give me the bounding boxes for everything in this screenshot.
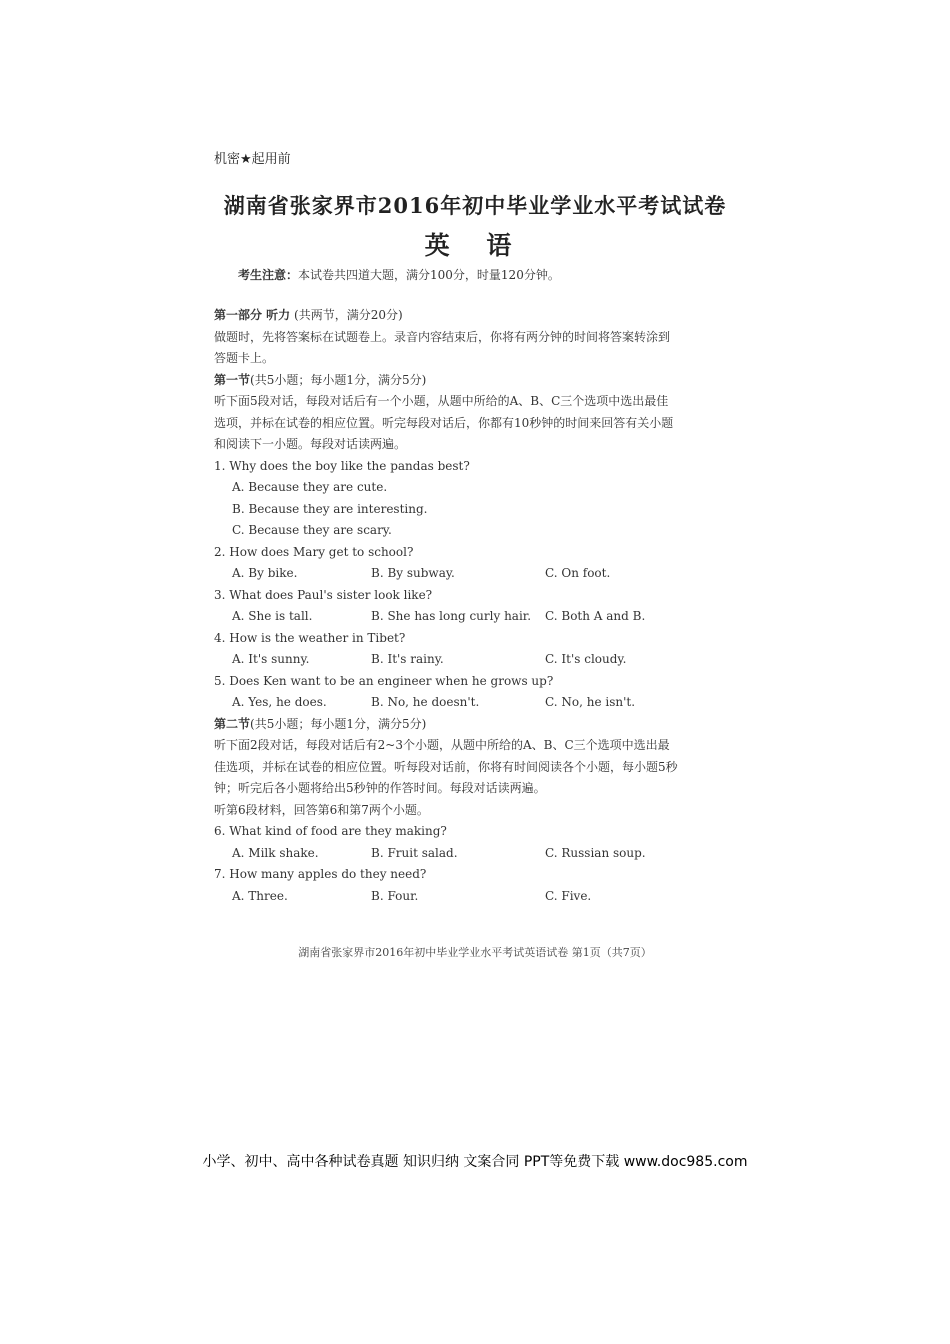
section2-material: 听第6段材料，回答第6和第7两个小题。 — [214, 802, 429, 817]
section2-intro-line: 佳选项，并标在试卷的相应位置。听每段对话前，你将有时间阅读各个小题，每小题5秒 — [214, 759, 678, 774]
option-3c: C. Both A and B. — [545, 609, 646, 623]
watermark-banner: 小学、初中、高中各种试卷真题 知识归纳 文案合同 PPT等免费下载 www.doc985.com — [202, 1154, 748, 1170]
option-1b: B. Because they are interesting. — [232, 501, 428, 516]
question-3: 3. What does Paul's sister look like? — [214, 587, 433, 602]
option-5c: C. No, he isn't. — [545, 695, 636, 709]
notice-text: 本试卷共四道大题，满分100分，时量120分钟。 — [298, 268, 560, 282]
section1-intro-line: 和阅读下一小题。每段对话读两遍。 — [214, 437, 407, 451]
question-1: 1. Why does the boy like the pandas best? — [214, 458, 470, 473]
section2-heading: 第二节(共5小题；每小题1分，满分5分) — [214, 716, 427, 731]
section2-intro-line: 钟；听完后各小题将给出5秒钟的作答时间。每段对话读两遍。 — [214, 781, 546, 795]
part1-intro-line: 答题卡上。 — [214, 351, 275, 365]
option-4b: B. It's rainy. — [371, 652, 444, 666]
options-4 — [214, 649, 734, 671]
options-5 — [214, 692, 734, 714]
exam-content — [214, 305, 734, 907]
options-3 — [214, 606, 734, 628]
exam-notice — [238, 266, 560, 283]
options-7 — [214, 886, 734, 908]
section1-intro-line: 听下面5段对话，每段对话后有一个小题，从题中所给的A、B、C三个选项中选出最佳 — [214, 394, 669, 408]
option-3a: A. She is tall. — [232, 609, 313, 623]
option-6a: A. Milk shake. — [232, 845, 319, 860]
question-2: 2. How does Mary get to school? — [214, 544, 414, 559]
option-6c: C. Russian soup. — [545, 845, 646, 860]
option-5b: B. No, he doesn't. — [371, 695, 480, 709]
options-2 — [214, 563, 734, 585]
subject-title: 英 语 — [424, 231, 526, 260]
option-2c: C. On foot. — [545, 566, 611, 580]
option-7a: A. Three. — [232, 888, 288, 903]
option-6b: B. Fruit salad. — [371, 845, 458, 860]
section2-intro-line: 听下面2段对话，每段对话后有2~3个小题，从题中所给的A、B、C三个选项中选出最 — [214, 738, 670, 752]
exam-title: 湖南省张家界市2016年初中毕业学业水平考试试卷 — [223, 193, 727, 218]
section1-intro-line: 选项，并标在试卷的相应位置。听完每段对话后，你都有10秒钟的时间来回答有关小题 — [214, 415, 674, 430]
option-2b: B. By subway. — [371, 566, 455, 580]
notice-label: 考生注意： — [238, 268, 299, 282]
question-7: 7. How many apples do they need? — [214, 867, 427, 881]
option-5a: A. Yes, he does. — [232, 695, 327, 709]
option-7b: B. Four. — [371, 888, 419, 903]
options-6 — [214, 843, 734, 865]
option-4a: A. It's sunny. — [232, 652, 310, 666]
option-1c: C. Because they are scary. — [232, 523, 392, 537]
question-5: 5. Does Ken want to be an engineer when he grows up? — [214, 673, 554, 688]
part1-intro-line: 做题时，先将答案标在试题卷上。录音内容结束后，你将有两分钟的时间将答案转涂到 — [214, 329, 671, 344]
question-4: 4. How is the weather in Tibet? — [214, 630, 406, 645]
part1-heading: 第一部分 听力 (共两节，满分20分) — [214, 308, 403, 322]
option-3b: B. She has long curly hair. — [371, 609, 532, 623]
question-6: 6. What kind of food are they making? — [214, 824, 447, 838]
confidential-label: 机密★起用前 — [214, 152, 291, 167]
option-1a: A. Because they are cute. — [232, 480, 388, 494]
option-2a: A. By bike. — [232, 566, 298, 580]
section1-heading: 第一节(共5小题；每小题1分，满分5分) — [214, 372, 427, 387]
option-4c: C. It's cloudy. — [545, 652, 627, 666]
page-footer: 湖南省张家界市2016年初中毕业学业水平考试英语试卷 第1页（共7页） — [298, 946, 652, 959]
option-7c: C. Five. — [545, 888, 592, 903]
